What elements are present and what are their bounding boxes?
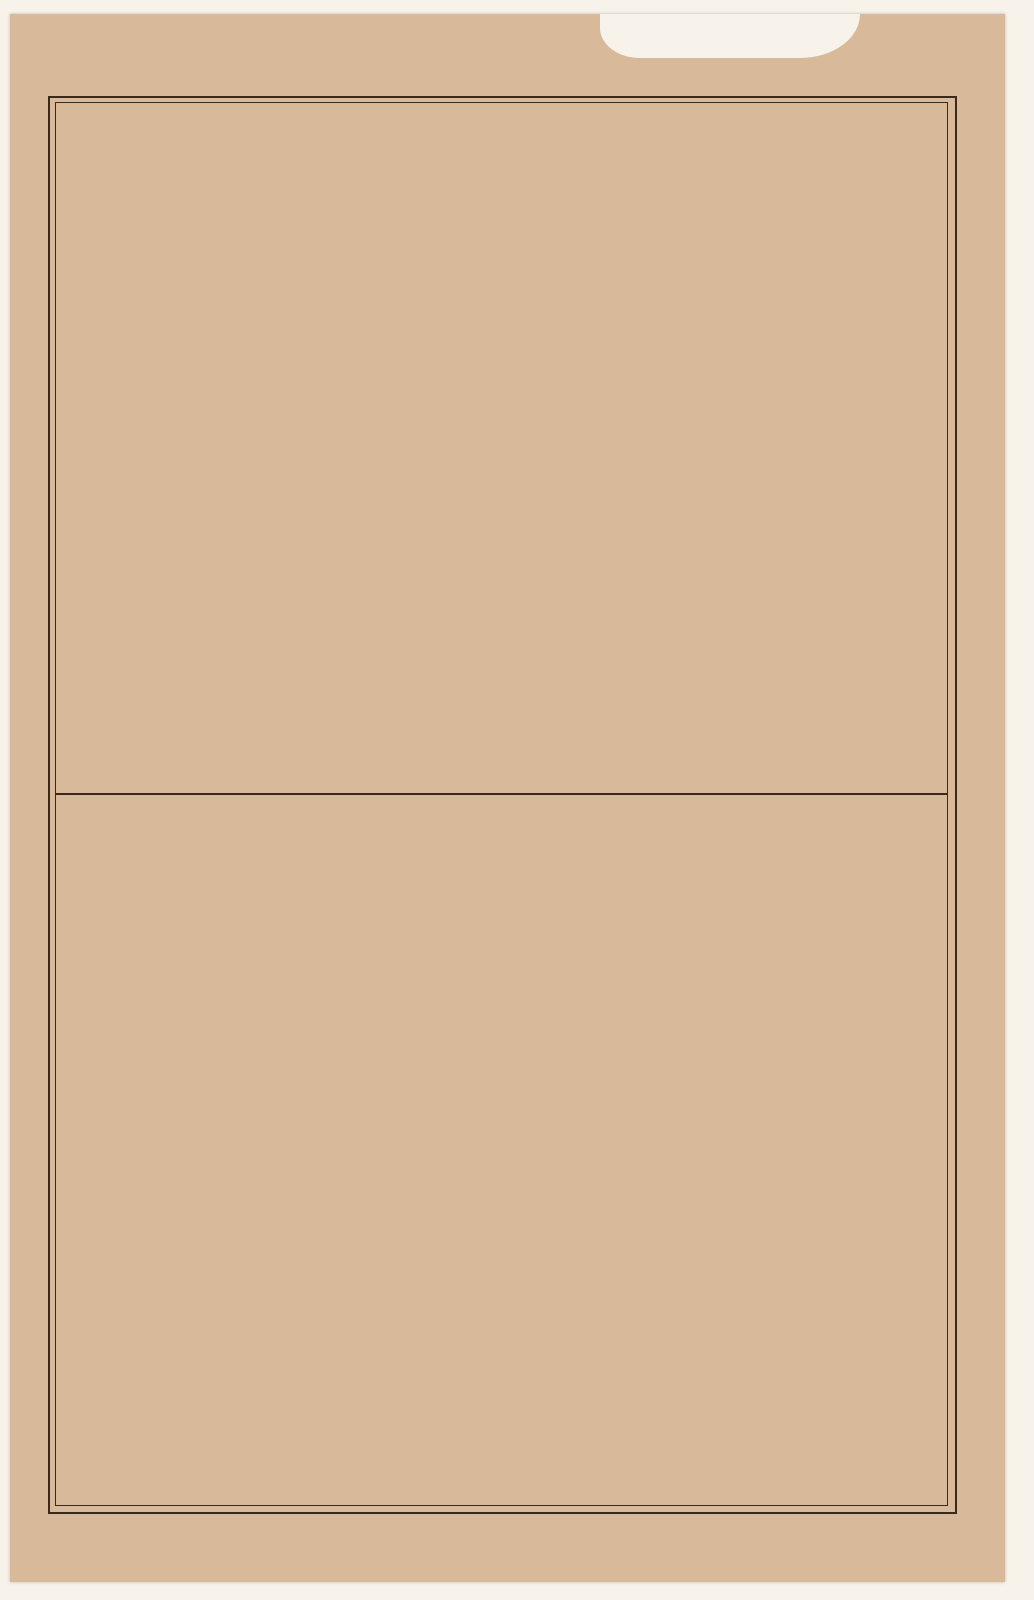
section-divider — [55, 793, 948, 795]
text-frame-inner — [55, 102, 948, 1506]
page-tab-notch — [600, 14, 860, 58]
